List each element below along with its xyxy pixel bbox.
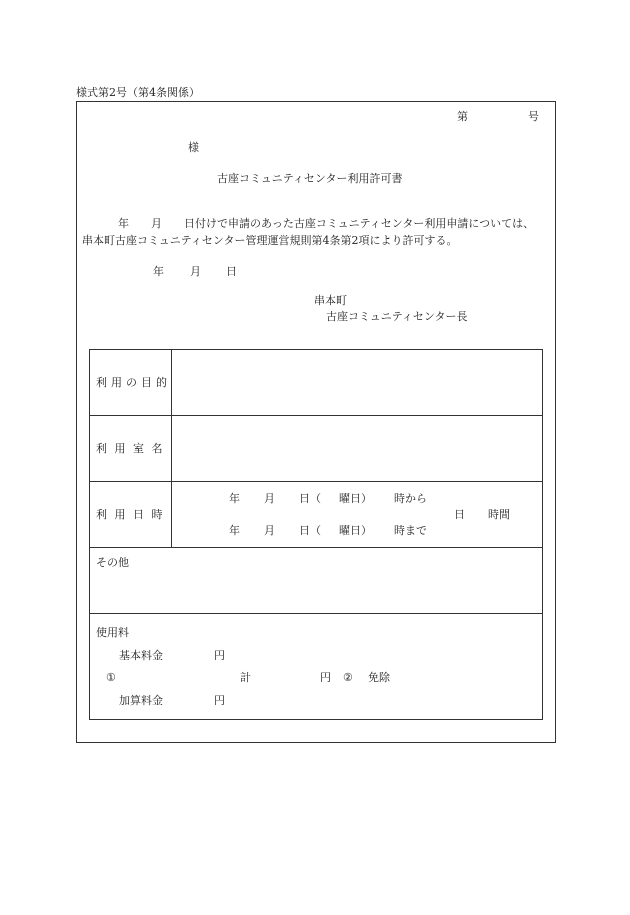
basic-fee-yen: 円 bbox=[214, 649, 225, 662]
purpose-label: 利用の目的 bbox=[96, 376, 171, 389]
issue-date-day: 日 bbox=[226, 265, 237, 278]
to-weekday: 曜日） bbox=[339, 524, 372, 537]
total-label: 計 bbox=[240, 671, 251, 684]
other-field[interactable] bbox=[96, 575, 536, 607]
room-label: 利 用 室 名 bbox=[96, 442, 165, 455]
doc-number-dai: 第 bbox=[457, 110, 468, 123]
row-divider bbox=[89, 481, 543, 482]
issuer-town: 串本町 bbox=[314, 294, 347, 307]
label-column-divider bbox=[171, 349, 172, 547]
basic-fee-label: 基本料金 bbox=[119, 649, 163, 662]
issuer-title: 古座コミュニティセンター長 bbox=[326, 310, 468, 323]
fee-label: 使用料 bbox=[96, 626, 129, 639]
row-divider bbox=[89, 547, 543, 548]
addressee-sama: 様 bbox=[188, 141, 199, 154]
from-suffix: 時から bbox=[394, 492, 427, 505]
additional-fee-yen: 円 bbox=[214, 694, 225, 707]
room-field[interactable] bbox=[176, 422, 536, 474]
body-line-2: 串本町古座コミュニティセンター管理運営規則第4条第2項により許可する。 bbox=[82, 234, 458, 247]
to-year: 年 bbox=[229, 524, 240, 537]
doc-number-go: 号 bbox=[528, 110, 539, 123]
marker-2: ② bbox=[343, 671, 353, 684]
from-day: 日（ bbox=[299, 492, 321, 505]
duration-hours: 時間 bbox=[488, 508, 510, 521]
issue-date-year: 年 bbox=[153, 265, 164, 278]
exempt-label: 免除 bbox=[368, 671, 390, 684]
additional-fee-label: 加算料金 bbox=[119, 694, 163, 707]
form-number: 様式第2号（第4条関係） bbox=[76, 86, 200, 99]
from-year: 年 bbox=[229, 492, 240, 505]
from-weekday: 曜日） bbox=[339, 492, 372, 505]
to-suffix: 時まで bbox=[394, 524, 427, 537]
body-line-1: 年 月 日付けで申請のあった古座コミュニティセンター利用申請については、 bbox=[118, 217, 535, 230]
duration-day: 日 bbox=[454, 508, 465, 521]
to-month: 月 bbox=[264, 524, 275, 537]
document-title: 古座コミュニティセンター利用許可書 bbox=[217, 172, 403, 185]
other-label: その他 bbox=[96, 556, 129, 569]
datetime-label: 利 用 日 時 bbox=[96, 508, 165, 521]
total-yen: 円 bbox=[320, 671, 331, 684]
issue-date-month: 月 bbox=[190, 265, 201, 278]
row-divider bbox=[89, 613, 543, 614]
to-day: 日（ bbox=[299, 524, 321, 537]
marker-1: ① bbox=[106, 671, 116, 684]
row-divider bbox=[89, 415, 543, 416]
from-month: 月 bbox=[264, 492, 275, 505]
purpose-field[interactable] bbox=[176, 356, 536, 408]
